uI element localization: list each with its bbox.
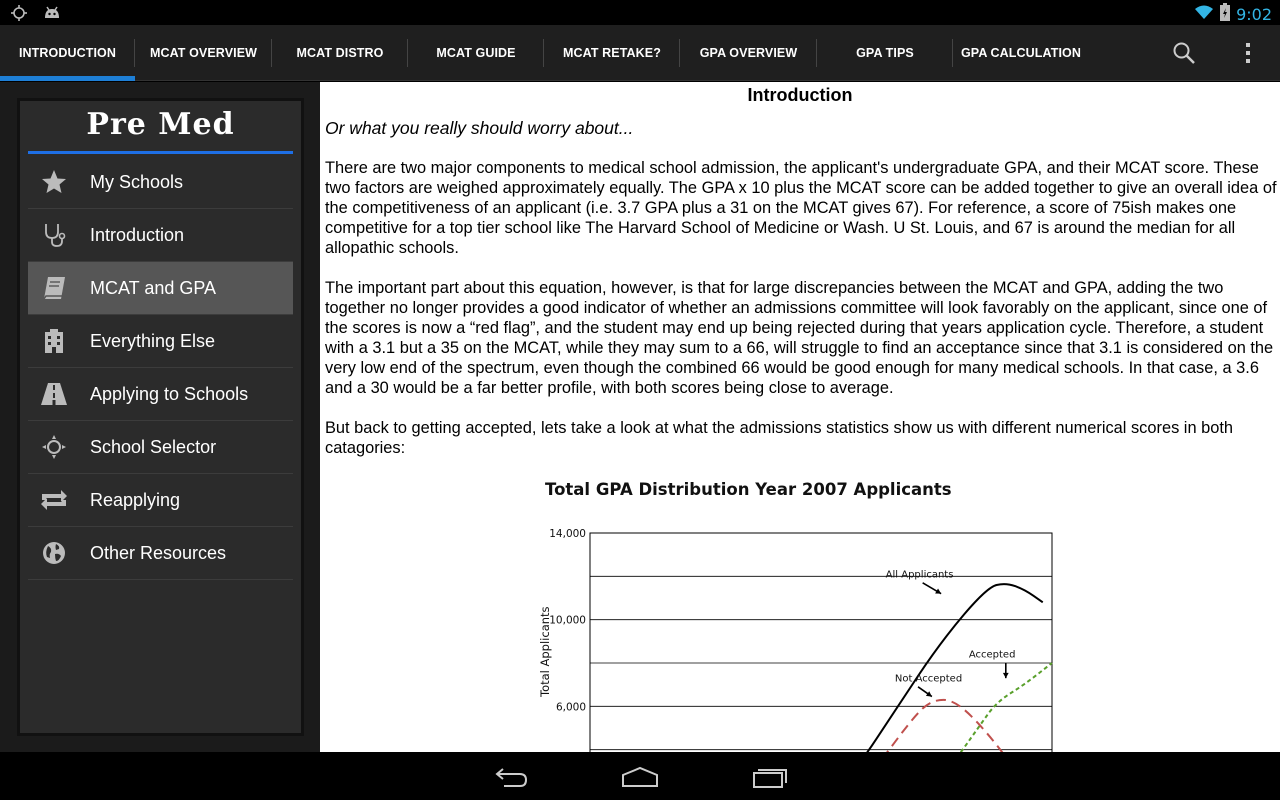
arrow-head — [1003, 673, 1009, 678]
status-bar — [0, 0, 1280, 25]
book-icon — [28, 262, 80, 315]
tab-introduction[interactable]: INTRODUCTION — [0, 25, 135, 81]
road-icon — [28, 368, 80, 421]
sidebar-item-everything-else[interactable] — [28, 315, 293, 368]
series-label: Accepted — [968, 649, 1016, 661]
sidebar-item-introduction[interactable] — [28, 209, 293, 262]
page-subtitle: Or what you really should worry about... — [325, 118, 634, 138]
home-button[interactable] — [618, 762, 662, 792]
paragraph: But back to getting accepted, lets take a look at what the admissions statistics show us with different numerical scores in both catagories: — [325, 419, 1234, 457]
sidebar-item-label: Reapplying — [90, 489, 181, 510]
sidebar-item-applying-to-schools[interactable] — [28, 368, 293, 421]
y-tick-label: 6,000 — [555, 701, 586, 714]
tab-gpa-calculation[interactable]: GPA CALCULATION — [960, 46, 1081, 60]
sidebar-item-school-selector[interactable] — [28, 421, 293, 474]
brand-divider — [28, 151, 293, 154]
tab-mcat-guide[interactable]: MCAT GUIDE — [408, 25, 544, 81]
sidebar-item-other-resources[interactable] — [28, 527, 293, 580]
tab-gpa-overview[interactable]: GPA OVERVIEW — [680, 25, 817, 81]
plot-frame — [590, 533, 1052, 752]
sidebar-item-mcat-and-gpa[interactable] — [28, 262, 293, 315]
series-line-all-applicants — [830, 584, 1043, 752]
tab-mcat-overview[interactable]: MCAT OVERVIEW — [135, 25, 272, 81]
chart-title: Total GPA Distribution Year 2007 Applicants — [545, 480, 952, 499]
sidebar-item-label: Introduction — [90, 224, 185, 245]
sidebar — [17, 98, 304, 736]
stethoscope-icon — [28, 209, 80, 262]
sidebar-nav — [20, 156, 301, 580]
gpa-distribution-chart — [520, 477, 1080, 752]
y-axis-label: Total Applicants — [538, 606, 552, 697]
y-tick-label: 14,000 — [549, 528, 586, 540]
globe-icon — [28, 527, 80, 580]
sidebar-container — [0, 82, 320, 752]
system-nav-bar — [0, 752, 1280, 800]
sidebar-item-label: My Schools — [90, 171, 184, 192]
android-icon — [42, 4, 62, 27]
app-logo: Pre Med — [86, 107, 235, 142]
battery-icon — [1220, 3, 1230, 26]
sidebar-item-label: Other Resources — [90, 542, 227, 563]
tab-gpa-tips[interactable]: GPA TIPS — [817, 25, 953, 81]
repeat-icon — [28, 474, 80, 527]
clock: 9:02 — [1236, 5, 1272, 24]
y-tick-label: 10,000 — [549, 614, 586, 627]
hospital-building-icon — [28, 315, 80, 368]
search-icon[interactable] — [1152, 25, 1216, 81]
action-bar — [0, 25, 1280, 81]
recent-apps-button[interactable] — [747, 762, 791, 792]
crosshair-icon — [28, 421, 80, 474]
series-label: All Applicants — [885, 569, 954, 581]
paragraph: There are two major components to medical school admission, the applicant's undergraduate GPA, and their MCAT score. These two factors are weighed approximately equally. The GPA x 10 plus the MCAT score can be added together to give an overall idea of the competitiveness of an applicant (i.e. 3.7 GPA plus a 31 on the MCAT gives 67). For reference, a score of 75ish makes one competitive for a top tier school like The Harvard School of Medicine or Wash. U St. Louis, and 67 is around the median for all allopathic schools. — [325, 159, 1277, 257]
back-button[interactable] — [490, 762, 534, 792]
page-title: Introduction — [747, 85, 853, 105]
wifi-icon — [1194, 4, 1214, 25]
series-line-not-accepted — [849, 700, 1020, 752]
sidebar-item-label: MCAT and GPA — [90, 277, 217, 298]
sidebar-item-label: School Selector — [90, 436, 217, 457]
overflow-menu-icon[interactable] — [1216, 25, 1280, 81]
article-content — [320, 82, 1280, 752]
star-icon — [28, 156, 80, 209]
tab-strip — [0, 25, 1089, 81]
sidebar-item-reapplying[interactable] — [28, 474, 293, 527]
gps-icon — [10, 4, 28, 27]
tab-mcat-distro[interactable]: MCAT DISTRO — [272, 25, 408, 81]
series-label: Not Accepted — [894, 673, 963, 685]
paragraph: The important part about this equation, however, is that for large discrepancies between the MCAT and GPA, adding the two together no longer provides a good indicator of whether an admissions committee will look favorably on the applicant, since one of the scores is now a “red flag”, and the student may end up being rejected during that years application cycle. Therefore, a student with a 3.1 but a 35 on the MCAT, while they may sum to a 66, will struggle to find an acceptance since that 3.1 is considered on the very low end of the spectrum, even though the combined 66 would be good enough for many medical schools. In that case, a 3.6 and a 30 would be a far better profile, with both scores being close to average. — [325, 279, 1274, 397]
sidebar-item-label: Applying to Schools — [90, 383, 249, 404]
tab-mcat-retake[interactable]: MCAT RETAKE? — [544, 25, 680, 81]
sidebar-item-my-schools[interactable] — [28, 156, 293, 209]
sidebar-item-label: Everything Else — [90, 330, 216, 351]
